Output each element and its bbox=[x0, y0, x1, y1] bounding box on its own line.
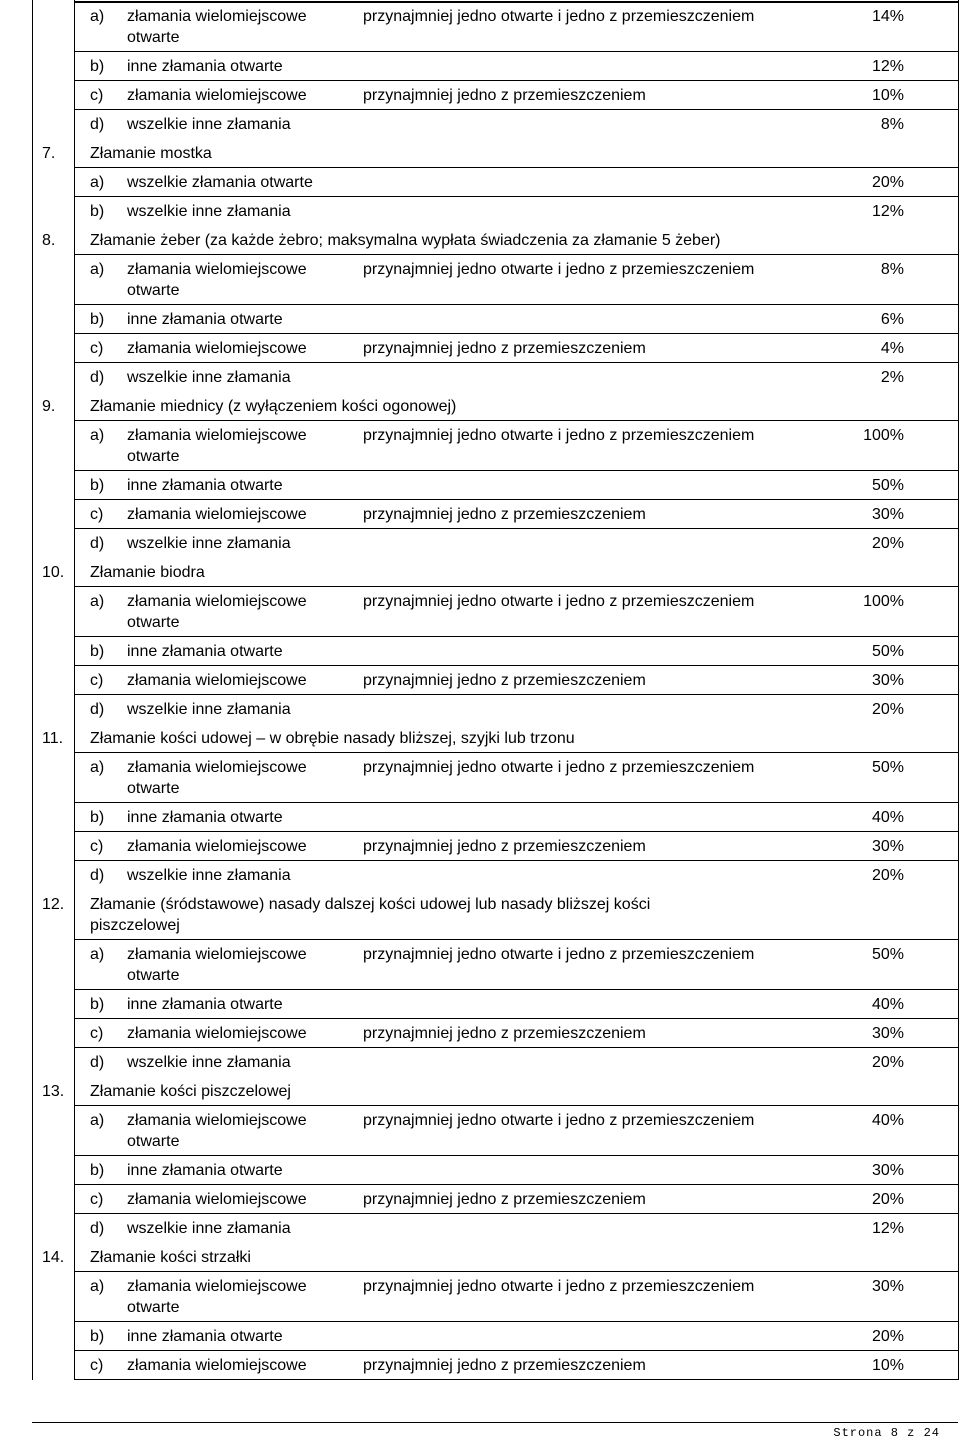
row-divider bbox=[74, 1350, 958, 1351]
item-letter: c) bbox=[90, 340, 104, 357]
row-divider bbox=[74, 1047, 958, 1048]
item-description: inne złamania otwarte bbox=[127, 643, 283, 660]
section-title: Złamanie kości strzałki bbox=[90, 1249, 251, 1266]
item-letter: b) bbox=[90, 643, 105, 660]
item-percentage: 14% bbox=[871, 8, 904, 25]
item-letter: a) bbox=[90, 261, 105, 278]
section-number: 9. bbox=[42, 398, 56, 415]
item-percentage: 40% bbox=[871, 809, 904, 826]
item-percentage: 2% bbox=[880, 369, 904, 386]
item-percentage: 20% bbox=[871, 867, 904, 884]
section-number: 11. bbox=[42, 730, 64, 747]
item-description: złamania wielomiejscowe bbox=[127, 838, 307, 855]
item-percentage: 30% bbox=[871, 506, 904, 523]
row-divider bbox=[74, 1379, 958, 1380]
row-divider bbox=[74, 1105, 958, 1106]
table-right-border bbox=[958, 0, 959, 1380]
item-letter: c) bbox=[90, 506, 104, 523]
item-percentage: 10% bbox=[871, 1357, 904, 1374]
row-divider bbox=[74, 470, 958, 471]
item-description-continued: otwarte bbox=[127, 29, 180, 46]
section-title: Złamanie (śródstawowe) nasady dalszej kości udowej lub nasady bliższej kości bbox=[90, 896, 651, 913]
item-letter: b) bbox=[90, 58, 105, 75]
item-condition: przynajmniej jedno z przemieszczeniem bbox=[363, 838, 646, 855]
item-percentage: 10% bbox=[871, 87, 904, 104]
item-description: złamania wielomiejscowe bbox=[127, 1025, 307, 1042]
row-divider bbox=[74, 989, 958, 990]
item-description: wszelkie inne złamania bbox=[127, 701, 291, 718]
row-divider bbox=[74, 665, 958, 666]
item-letter: a) bbox=[90, 427, 105, 444]
item-description: wszelkie inne złamania bbox=[127, 116, 291, 133]
row-divider bbox=[74, 362, 958, 363]
row-divider bbox=[74, 196, 958, 197]
row-divider bbox=[74, 939, 958, 940]
item-description: złamania wielomiejscowe bbox=[127, 1357, 307, 1374]
item-condition: przynajmniej jedno otwarte i jedno z przemieszczeniem bbox=[363, 1278, 755, 1295]
item-letter: c) bbox=[90, 672, 104, 689]
item-description: złamania wielomiejscowe bbox=[127, 427, 307, 444]
item-percentage: 30% bbox=[871, 672, 904, 689]
item-percentage: 30% bbox=[871, 1278, 904, 1295]
item-description: złamania wielomiejscowe bbox=[127, 946, 307, 963]
item-description-continued: otwarte bbox=[127, 282, 180, 299]
item-description: wszelkie inne złamania bbox=[127, 1054, 291, 1071]
section-number: 12. bbox=[42, 896, 65, 913]
item-letter: a) bbox=[90, 8, 105, 25]
item-letter: b) bbox=[90, 477, 105, 494]
row-divider bbox=[74, 333, 958, 334]
item-description: inne złamania otwarte bbox=[127, 311, 283, 328]
item-letter: a) bbox=[90, 759, 105, 776]
item-condition: przynajmniej jedno otwarte i jedno z przemieszczeniem bbox=[363, 427, 755, 444]
section-title: Złamanie żeber (za każde żebro; maksymalna wypłata świadczenia za złamanie 5 żeber) bbox=[90, 232, 721, 249]
item-description: złamania wielomiejscowe bbox=[127, 759, 307, 776]
item-description: inne złamania otwarte bbox=[127, 809, 283, 826]
item-letter: a) bbox=[90, 174, 105, 191]
item-condition: przynajmniej jedno z przemieszczeniem bbox=[363, 506, 646, 523]
item-description: złamania wielomiejscowe bbox=[127, 261, 307, 278]
item-letter: d) bbox=[90, 369, 105, 386]
row-divider bbox=[74, 694, 958, 695]
item-letter: d) bbox=[90, 701, 105, 718]
item-condition: przynajmniej jedno z przemieszczeniem bbox=[363, 1191, 646, 1208]
item-letter: a) bbox=[90, 946, 105, 963]
item-description: wszelkie inne złamania bbox=[127, 867, 291, 884]
item-description: wszelkie inne złamania bbox=[127, 203, 291, 220]
item-percentage: 12% bbox=[871, 58, 904, 75]
item-description-continued: otwarte bbox=[127, 780, 180, 797]
item-letter: d) bbox=[90, 116, 105, 133]
item-letter: a) bbox=[90, 593, 105, 610]
item-condition: przynajmniej jedno otwarte i jedno z przemieszczeniem bbox=[363, 8, 755, 25]
section-number: 13. bbox=[42, 1083, 65, 1100]
row-divider bbox=[74, 1271, 958, 1272]
item-percentage: 12% bbox=[871, 1220, 904, 1237]
row-divider bbox=[74, 167, 958, 168]
section-title: Złamanie mostka bbox=[90, 145, 212, 162]
item-percentage: 8% bbox=[880, 116, 904, 133]
item-condition: przynajmniej jedno otwarte i jedno z przemieszczeniem bbox=[363, 946, 755, 963]
item-description: wszelkie inne złamania bbox=[127, 369, 291, 386]
row-divider bbox=[74, 1321, 958, 1322]
item-condition: przynajmniej jedno z przemieszczeniem bbox=[363, 340, 646, 357]
item-description: złamania wielomiejscowe bbox=[127, 340, 307, 357]
row-divider bbox=[74, 831, 958, 832]
item-description: złamania wielomiejscowe bbox=[127, 8, 307, 25]
row-divider bbox=[74, 802, 958, 803]
row-divider bbox=[74, 528, 958, 529]
table-inner-border bbox=[74, 0, 75, 1380]
item-letter: c) bbox=[90, 1191, 104, 1208]
item-condition: przynajmniej jedno otwarte i jedno z przemieszczeniem bbox=[363, 593, 755, 610]
item-percentage: 6% bbox=[880, 311, 904, 328]
item-letter: b) bbox=[90, 809, 105, 826]
item-percentage: 100% bbox=[863, 593, 904, 610]
item-description: inne złamania otwarte bbox=[127, 477, 283, 494]
item-letter: c) bbox=[90, 838, 104, 855]
item-percentage: 20% bbox=[871, 535, 904, 552]
item-description: złamania wielomiejscowe bbox=[127, 593, 307, 610]
row-divider bbox=[74, 80, 958, 81]
row-divider bbox=[74, 109, 958, 110]
item-letter: b) bbox=[90, 203, 105, 220]
section-number: 7. bbox=[42, 145, 56, 162]
item-percentage: 20% bbox=[871, 174, 904, 191]
item-letter: c) bbox=[90, 87, 104, 104]
item-percentage: 4% bbox=[880, 340, 904, 357]
item-percentage: 20% bbox=[871, 1328, 904, 1345]
section-title: Złamanie biodra bbox=[90, 564, 205, 581]
row-divider bbox=[74, 499, 958, 500]
item-letter: b) bbox=[90, 311, 105, 328]
item-percentage: 50% bbox=[871, 477, 904, 494]
item-letter: d) bbox=[90, 867, 105, 884]
row-divider bbox=[74, 51, 958, 52]
item-description-continued: otwarte bbox=[127, 448, 180, 465]
item-percentage: 40% bbox=[871, 1112, 904, 1129]
item-percentage: 50% bbox=[871, 946, 904, 963]
item-description: wszelkie inne złamania bbox=[127, 1220, 291, 1237]
item-description-continued: otwarte bbox=[127, 967, 180, 984]
item-condition: przynajmniej jedno z przemieszczeniem bbox=[363, 1025, 646, 1042]
section-title: Złamanie kości udowej – w obrębie nasady bliższej, szyjki lub trzonu bbox=[90, 730, 575, 747]
item-percentage: 30% bbox=[871, 838, 904, 855]
item-percentage: 50% bbox=[871, 759, 904, 776]
item-description: wszelkie inne złamania bbox=[127, 535, 291, 552]
item-percentage: 50% bbox=[871, 643, 904, 660]
row-divider bbox=[74, 420, 958, 421]
item-description-continued: otwarte bbox=[127, 1299, 180, 1316]
row-divider bbox=[74, 1184, 958, 1185]
item-letter: d) bbox=[90, 1054, 105, 1071]
item-description: inne złamania otwarte bbox=[127, 1328, 283, 1345]
item-condition: przynajmniej jedno otwarte i jedno z przemieszczeniem bbox=[363, 261, 755, 278]
section-title: Złamanie kości piszczelowej bbox=[90, 1083, 291, 1100]
item-condition: przynajmniej jedno z przemieszczeniem bbox=[363, 672, 646, 689]
item-description: złamania wielomiejscowe bbox=[127, 1191, 307, 1208]
page-number: Strona 8 z 24 bbox=[833, 1426, 940, 1440]
item-percentage: 40% bbox=[871, 996, 904, 1013]
item-description: złamania wielomiejscowe bbox=[127, 1278, 307, 1295]
section-title-continued: piszczelowej bbox=[90, 917, 180, 934]
item-description: złamania wielomiejscowe bbox=[127, 672, 307, 689]
row-divider bbox=[74, 254, 958, 255]
item-percentage: 30% bbox=[871, 1025, 904, 1042]
item-percentage: 12% bbox=[871, 203, 904, 220]
footer-rule bbox=[32, 1422, 958, 1423]
item-description: inne złamania otwarte bbox=[127, 58, 283, 75]
item-percentage: 8% bbox=[880, 261, 904, 278]
item-percentage: 20% bbox=[871, 701, 904, 718]
item-description: inne złamania otwarte bbox=[127, 996, 283, 1013]
item-letter: d) bbox=[90, 535, 105, 552]
item-percentage: 20% bbox=[871, 1191, 904, 1208]
row-divider bbox=[74, 1018, 958, 1019]
item-condition: przynajmniej jedno otwarte i jedno z przemieszczeniem bbox=[363, 1112, 755, 1129]
item-description: wszelkie złamania otwarte bbox=[127, 174, 313, 191]
section-number: 10. bbox=[42, 564, 65, 581]
section-number: 8. bbox=[42, 232, 56, 249]
item-percentage: 30% bbox=[871, 1162, 904, 1179]
row-divider bbox=[74, 752, 958, 753]
row-divider bbox=[74, 860, 958, 861]
row-divider bbox=[74, 586, 958, 587]
item-letter: a) bbox=[90, 1112, 105, 1129]
table-left-border bbox=[32, 0, 33, 1380]
item-condition: przynajmniej jedno z przemieszczeniem bbox=[363, 1357, 646, 1374]
item-letter: b) bbox=[90, 1328, 105, 1345]
item-letter: b) bbox=[90, 996, 105, 1013]
item-condition: przynajmniej jedno otwarte i jedno z przemieszczeniem bbox=[363, 759, 755, 776]
row-divider bbox=[74, 1213, 958, 1214]
row-divider bbox=[74, 1155, 958, 1156]
item-description-continued: otwarte bbox=[127, 614, 180, 631]
item-letter: b) bbox=[90, 1162, 105, 1179]
item-description: złamania wielomiejscowe bbox=[127, 1112, 307, 1129]
item-letter: d) bbox=[90, 1220, 105, 1237]
item-letter: a) bbox=[90, 1278, 105, 1295]
item-description: inne złamania otwarte bbox=[127, 1162, 283, 1179]
row-divider bbox=[74, 636, 958, 637]
row-divider bbox=[74, 304, 958, 305]
row-divider bbox=[74, 2, 958, 3]
section-number: 14. bbox=[42, 1249, 65, 1266]
item-percentage: 20% bbox=[871, 1054, 904, 1071]
item-description: złamania wielomiejscowe bbox=[127, 506, 307, 523]
item-letter: c) bbox=[90, 1025, 104, 1042]
item-percentage: 100% bbox=[863, 427, 904, 444]
item-letter: c) bbox=[90, 1357, 104, 1374]
section-title: Złamanie miednicy (z wyłączeniem kości ogonowej) bbox=[90, 398, 457, 415]
item-description: złamania wielomiejscowe bbox=[127, 87, 307, 104]
item-description-continued: otwarte bbox=[127, 1133, 180, 1150]
item-condition: przynajmniej jedno z przemieszczeniem bbox=[363, 87, 646, 104]
row-divider bbox=[74, 1, 958, 2]
